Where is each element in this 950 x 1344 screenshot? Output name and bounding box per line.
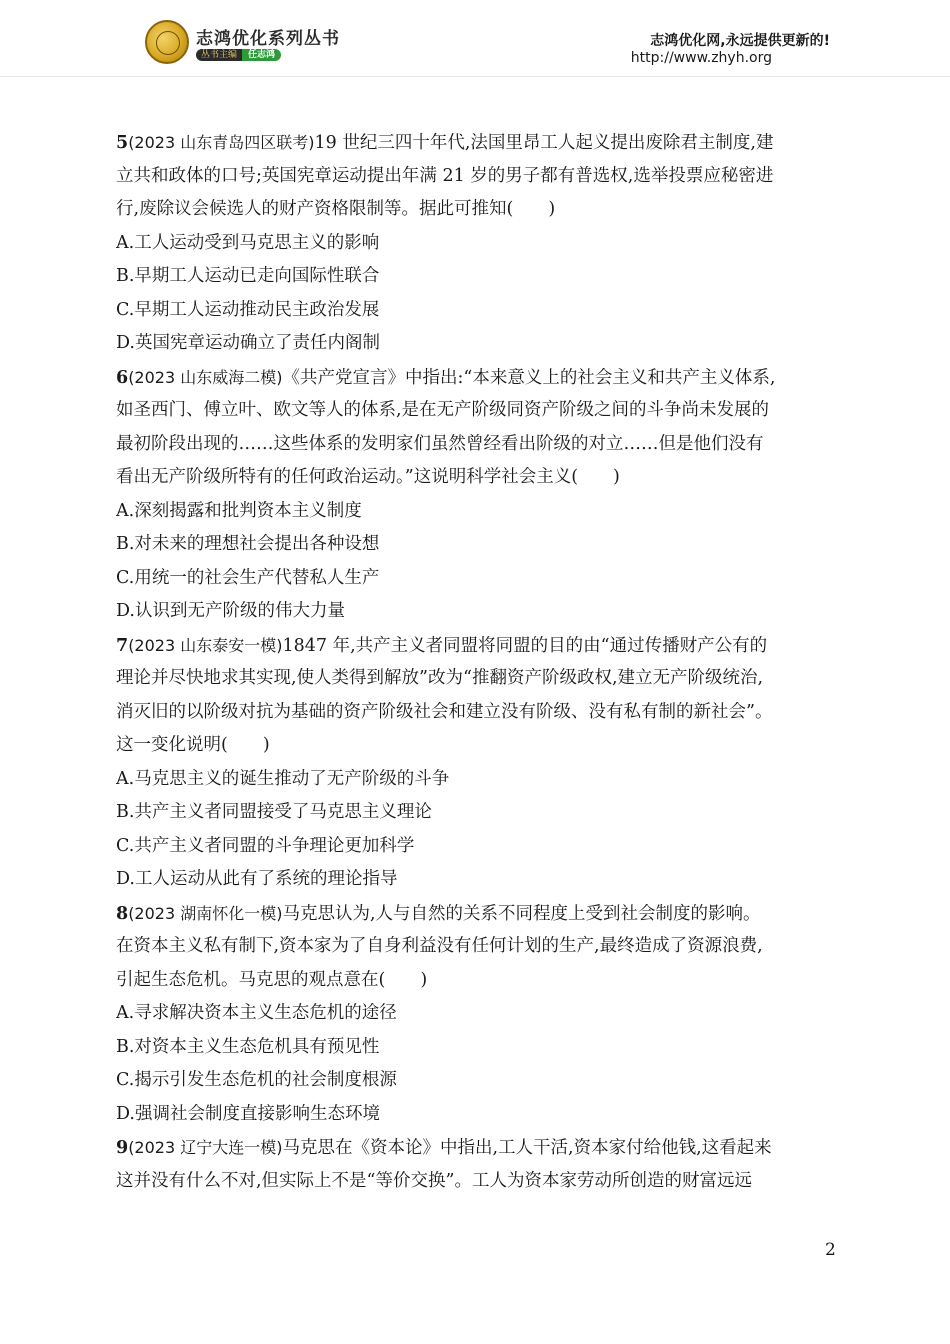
stem-text: 在资本主义私有制下,资本家为了自身利益没有任何计划的生产,最终造成了资源浪费, — [116, 936, 763, 956]
question-stem-line — [116, 428, 838, 462]
answer-option: A.寻求解决资本主义生态危机的途径 — [116, 1003, 397, 1023]
answer-option: A.工人运动受到马克思主义的影响 — [116, 232, 380, 253]
answer-option: B.共产主义者同盟接受了马克思主义理论 — [116, 802, 432, 822]
answer-option: C.用统一的社会生产代替私人生产 — [116, 567, 380, 588]
stem-text: 行,废除议会候选人的财产资格限制等。据此可推知( ) — [116, 199, 556, 219]
brand-seal-icon — [145, 20, 189, 64]
editor-label: 丛书主编 — [196, 49, 242, 61]
answer-option: A.深刻揭露和批判资本主义制度 — [116, 500, 362, 521]
question-source: (2023 辽宁大连一模) — [128, 1138, 283, 1157]
stem-text: 理论并尽快地求其实现,使人类得到解放”改为“推翻资产阶级政权,建立无产阶级统治, — [116, 668, 764, 688]
question-source: (2023 山东威海二模) — [128, 367, 283, 387]
question-number: 8 — [116, 903, 129, 924]
question-5 — [116, 126, 838, 361]
stem-text: 1847 年,共产主义者同盟将同盟的目的由“通过传播财产公有的 — [282, 635, 768, 656]
site-slogan: 志鸿优化网,永远提供更新的! — [650, 33, 830, 49]
stem-text: 引起生态危机。马克思的观点意在( ) — [116, 969, 428, 990]
question-number: 7 — [116, 635, 129, 656]
question-stem-line — [116, 729, 838, 763]
site-url: http://www.zhyh.org — [630, 50, 772, 66]
question-6 — [116, 361, 838, 629]
question-stem-line — [116, 662, 838, 696]
question-list — [116, 126, 838, 1198]
answer-option: C.早期工人运动推动民主政治发展 — [116, 299, 380, 320]
answer-option: C.共产主义者同盟的斗争理论更加科学 — [116, 835, 415, 856]
answer-option: D.认识到无产阶级的伟大力量 — [116, 601, 345, 621]
question-stem-line — [116, 461, 838, 495]
stem-text: 19 世纪三四十年代,法国里昂工人起义提出废除君主制度,建 — [314, 133, 774, 153]
question-stem-line — [116, 1165, 838, 1199]
answer-option: A.马克思主义的诞生推动了无产阶级的斗争 — [116, 768, 450, 789]
question-stem-line — [116, 629, 838, 663]
stem-text: 如圣西门、傅立叶、欧文等人的体系,是在无产阶级同资产阶级之间的斗争尚未发展的 — [116, 400, 770, 420]
question-number: 9 — [116, 1138, 129, 1158]
question-stem-line — [116, 361, 838, 395]
answer-option: D.强调社会制度直接影响生态环境 — [116, 1103, 380, 1124]
stem-text: 立共和政体的口号;英国宪章运动提出年满 21 岁的男子都有普选权,选举投票应秘密进 — [116, 165, 774, 186]
question-stem-line — [116, 696, 838, 730]
answer-option: B.早期工人运动已走向国际性联合 — [116, 266, 380, 286]
stem-text: 最初阶段出现的……这些体系的发明家们虽然曾经看出阶级的对立……但是他们没有 — [116, 433, 764, 454]
question-stem-line — [116, 964, 838, 998]
stem-text: 马克思在《资本论》中指出,工人干活,资本家付给他钱,这看起来 — [282, 1138, 772, 1158]
stem-text: 马克思认为,人与自然的关系不同程度上受到社会制度的影响。 — [282, 903, 761, 924]
question-stem-line — [116, 160, 838, 194]
question-stem-line — [116, 897, 838, 931]
question-source: (2023 山东泰安一模) — [128, 635, 283, 655]
question-number: 5 — [116, 133, 129, 153]
stem-text: 这一变化说明( ) — [116, 735, 270, 755]
brand-editor-tag — [196, 49, 281, 61]
answer-option: C.揭示引发生态危机的社会制度根源 — [116, 1070, 397, 1090]
question-source: (2023 山东青岛四区联考) — [128, 133, 315, 152]
page-header — [0, 0, 950, 80]
question-stem-line — [116, 930, 838, 964]
question-stem-line — [116, 126, 838, 160]
answer-option: D.工人运动从此有了系统的理论指导 — [116, 869, 398, 889]
question-stem-line — [116, 1131, 838, 1165]
stem-text: 《共产党宣言》中指出:“本来意义上的社会主义和共产主义体系, — [282, 367, 776, 388]
stem-text: 消灭旧的以阶级对抗为基础的资产阶级社会和建立没有阶级、没有私有制的新社会”。 — [116, 701, 773, 722]
brand-title: 志鸿优化系列丛书 — [196, 29, 340, 49]
question-9 — [116, 1131, 838, 1198]
question-source: (2023 湖南怀化一模) — [128, 903, 283, 923]
question-number: 6 — [116, 367, 129, 388]
page-number: 2 — [825, 1240, 836, 1260]
answer-option: D.英国宪章运动确立了责任内阁制 — [116, 333, 380, 353]
answer-option: B.对未来的理想社会提出各种设想 — [116, 534, 380, 554]
question-stem-line — [116, 394, 838, 428]
editor-name: 任志鸿 — [242, 49, 281, 61]
question-7 — [116, 629, 838, 897]
answer-option: B.对资本主义生态危机具有预见性 — [116, 1036, 380, 1057]
question-stem-line — [116, 193, 838, 227]
stem-text: 这并没有什么不对,但实际上不是“等价交换”。工人为资本家劳动所创造的财富远远 — [116, 1170, 752, 1191]
question-8 — [116, 897, 838, 1132]
stem-text: 看出无产阶级所特有的任何政治运动。”这说明科学社会主义( ) — [116, 467, 620, 487]
header-divider — [0, 76, 950, 77]
